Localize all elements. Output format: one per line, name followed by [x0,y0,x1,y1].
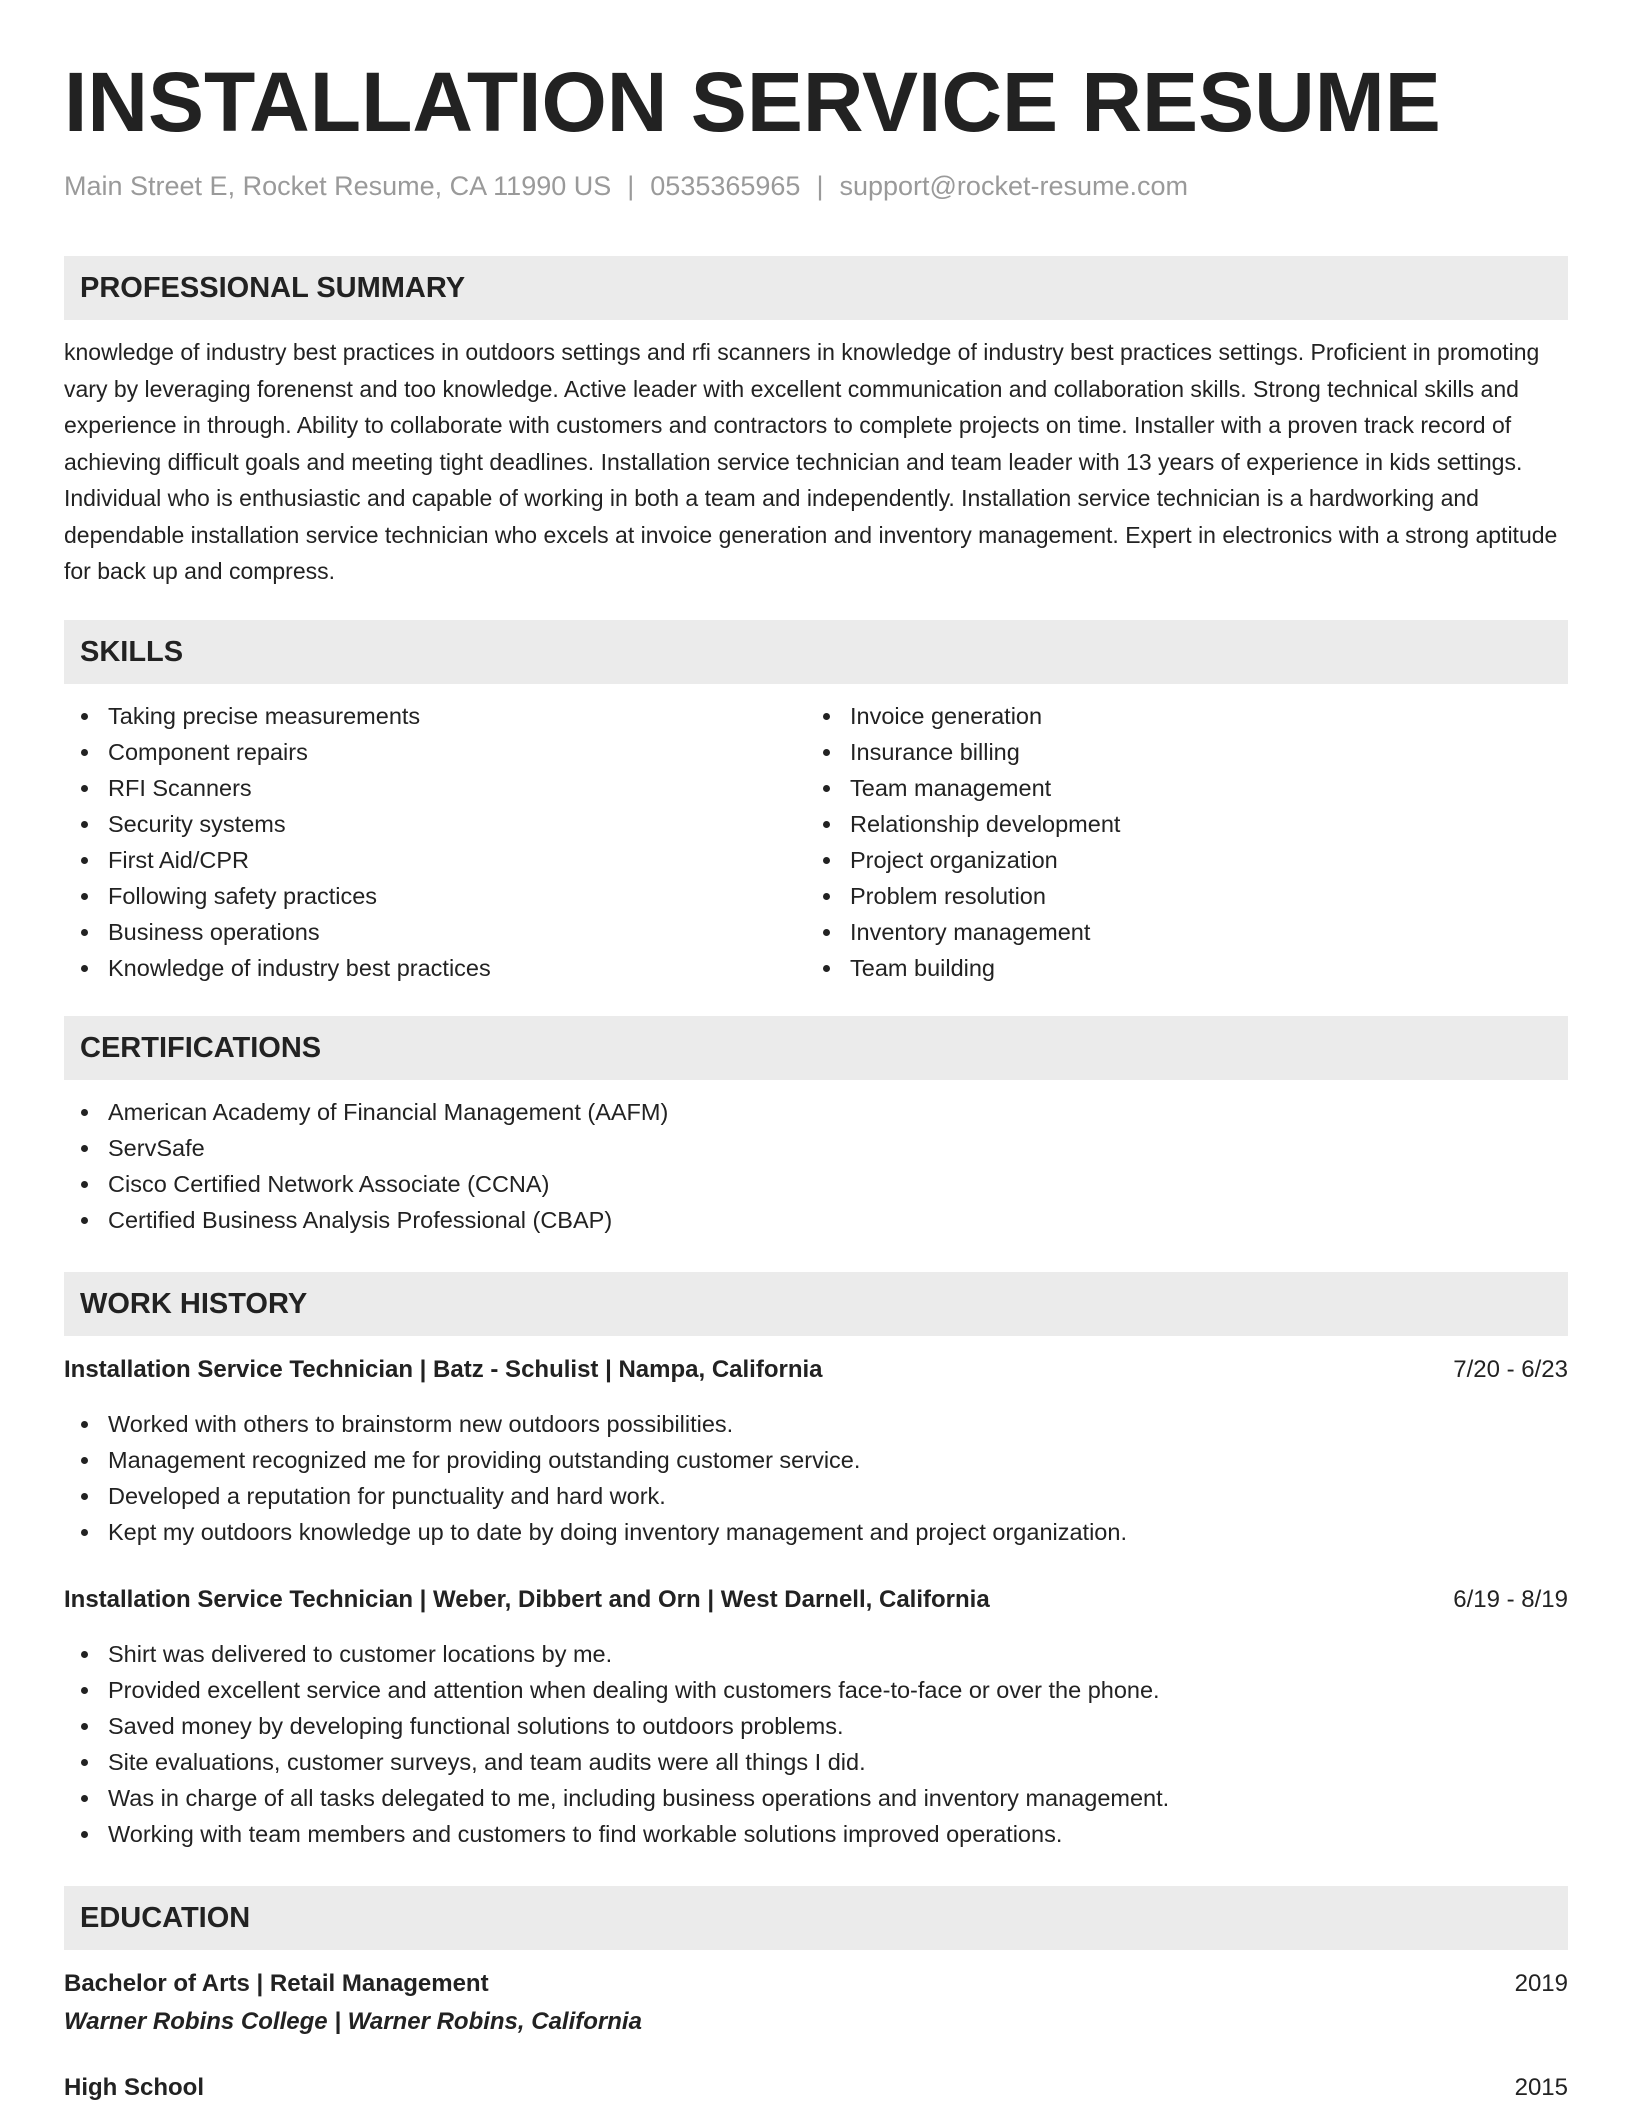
job-bullets [64,1636,1568,1852]
certification-item: Certified Business Analysis Professional (CBAP) [64,1202,1568,1238]
job-title: Installation Service Technician | Batz - Schulist | Nampa, California [64,1355,823,1383]
job-bullet: Worked with others to brainstorm new outdoors possibilities. [64,1406,1568,1442]
job-dates: 6/19 - 8/19 [1453,1585,1568,1613]
section-heading-skills: SKILLS [64,620,1568,684]
job-bullet: Shirt was delivered to customer locations by me. [64,1636,1568,1672]
education-degree: Bachelor of Arts | Retail Management [64,1969,489,1997]
section-heading-summary: PROFESSIONAL SUMMARY [64,256,1568,320]
skill-item: Relationship development [806,806,1548,842]
skills-list-right [806,698,1548,986]
job-bullet: Developed a reputation for punctuality and hard work. [64,1478,1568,1514]
skill-item: First Aid/CPR [64,842,806,878]
job-entry [64,1582,1568,1852]
certification-item: Cisco Certified Network Associate (CCNA) [64,1166,1568,1202]
certification-item: American Academy of Financial Management (AAFM) [64,1094,1568,1130]
education-school: Warner Robins College | Warner Robins, California [64,2007,642,2035]
job-bullet: Provided excellent service and attention when dealing with customers face-to-face or over the phone. [64,1672,1568,1708]
education-degree: High School [64,2073,204,2101]
education-year: 2019 [1514,1969,1568,1997]
job-bullets [64,1406,1568,1550]
certifications-list [64,1094,1568,1238]
skill-item: Inventory management [806,914,1548,950]
job-bullet: Saved money by developing functional solutions to outdoors problems. [64,1708,1568,1744]
skill-item: Team building [806,950,1548,986]
skill-item: RFI Scanners [64,770,806,806]
job-title: Installation Service Technician | Weber, Dibbert and Orn | West Darnell, California [64,1585,990,1613]
job-entry [64,1352,1568,1550]
skill-item: Knowledge of industry best practices [64,950,806,986]
skill-item: Following safety practices [64,878,806,914]
skill-item: Component repairs [64,734,806,770]
job-bullet: Management recognized me for providing outstanding customer service. [64,1442,1568,1478]
education-year: 2015 [1514,2073,1568,2101]
job-bullet: Was in charge of all tasks delegated to me, including business operations and inventory management. [64,1780,1568,1816]
skill-item: Taking precise measurements [64,698,806,734]
summary-text: knowledge of industry best practices in outdoors settings and rfi scanners in knowledge of industry best practices settings. Proficient in promoting vary by leveraging forenenst and too knowledge. Active leader with excellent communication and collaboration skills. Strong technical skills and experience in through. Ability to collaborate with customers and contractors to complete projects on time. Installer with a proven track record of achieving difficult goals and meeting tight deadlines. Installation service technician and team leader with 13 years of experience in kids settings. Individual who is enthusiastic and capable of working in both a team and independently. Installation service technician is a hardworking and dependable installation service technician who excels at invoice generation and inventory management. Expert in electronics with a strong aptitude for back up and compress. [64,339,1558,584]
contact-separator: | [627,171,635,201]
contact-email: support@rocket-resume.com [839,171,1188,201]
skill-item: Security systems [64,806,806,842]
job-bullet: Site evaluations, customer surveys, and team audits were all things I did. [64,1744,1568,1780]
skills-list-left [64,698,806,986]
contact-line [64,168,1568,204]
skill-item: Insurance billing [806,734,1548,770]
education-entry [64,2070,1568,2106]
contact-separator: | [816,171,824,201]
job-header [64,1352,1568,1388]
skill-item: Problem resolution [806,878,1548,914]
skills-grid [64,698,1568,986]
education-header [64,2070,1568,2106]
skill-item: Invoice generation [806,698,1548,734]
job-bullet: Kept my outdoors knowledge up to date by doing inventory management and project organization. [64,1514,1568,1550]
contact-address: Main Street E, Rocket Resume, CA 11990 US [64,171,612,201]
job-dates: 7/20 - 6/23 [1453,1355,1568,1383]
section-heading-certifications: CERTIFICATIONS [64,1016,1568,1080]
job-bullet: Working with team members and customers to find workable solutions improved operations. [64,1816,1568,1852]
contact-phone: 0535365965 [650,171,801,201]
section-heading-education: EDUCATION [64,1886,1568,1950]
education-entry [64,1966,1568,2042]
resume-title: INSTALLATION SERVICE RESUME [64,55,1441,149]
job-header [64,1582,1568,1618]
skill-item: Project organization [806,842,1548,878]
education-header [64,1966,1568,2002]
skill-item: Business operations [64,914,806,950]
section-heading-work-history: WORK HISTORY [64,1272,1568,1336]
certification-item: ServSafe [64,1130,1568,1166]
skill-item: Team management [806,770,1548,806]
